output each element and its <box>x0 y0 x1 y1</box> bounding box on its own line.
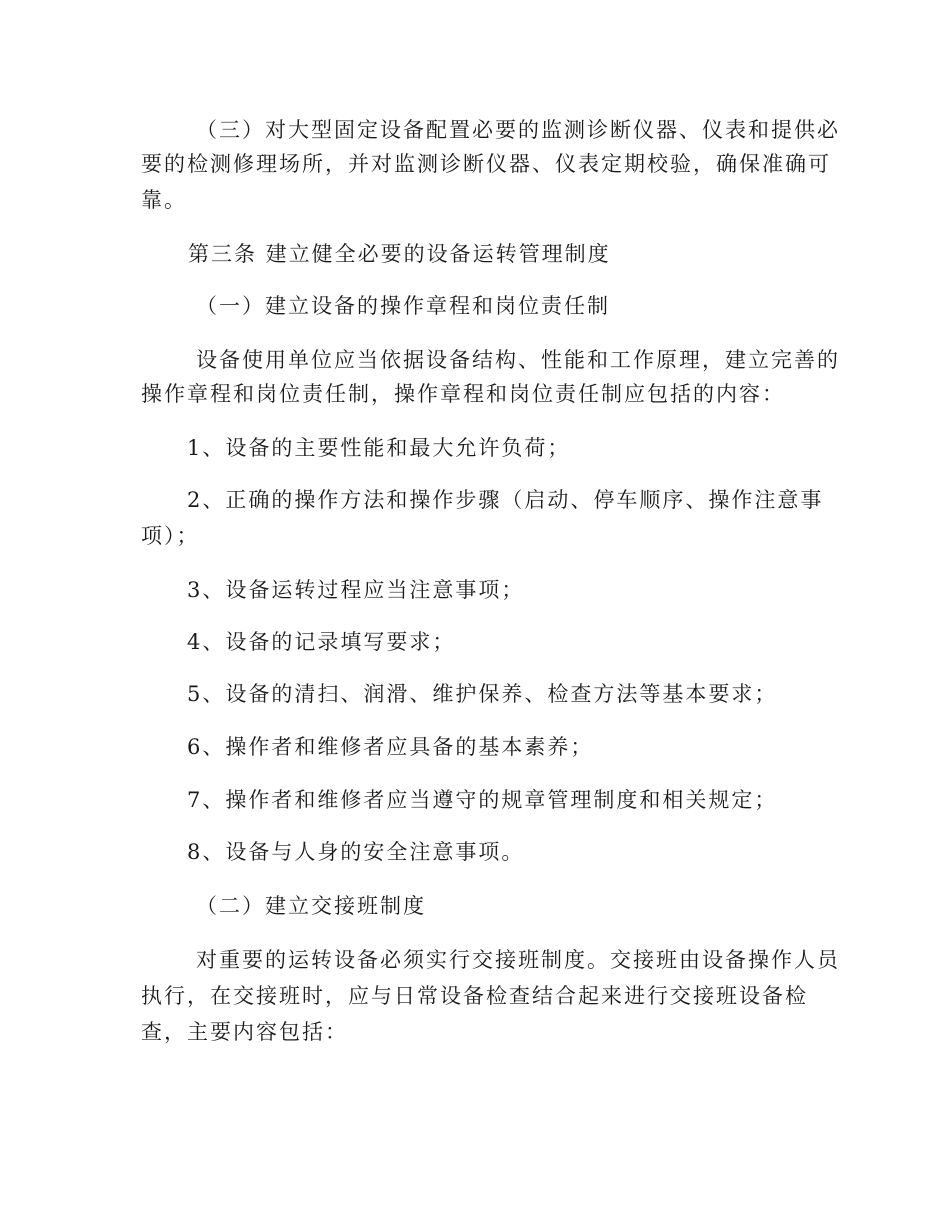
list-item: 1、设备的主要性能和最大允许负荷； <box>187 436 571 460</box>
section-heading: 第三条 建立健全必要的设备运转管理制度 <box>188 242 611 266</box>
paragraph-line: 查，主要内容包括： <box>141 1020 348 1044</box>
paragraph-line: （三）对大型固定设备配置必要的监测诊断仪器、仪表和提供必 <box>196 118 840 142</box>
list-item-continuation: 项）； <box>141 524 200 548</box>
list-item: 6、操作者和维修者应具备的基本素养； <box>187 735 594 759</box>
paragraph-line: 执行，在交接班时，应与日常设备检查结合起来进行交接班设备检 <box>141 984 808 1008</box>
list-item: 3、设备运转过程应当注意事项； <box>187 578 525 602</box>
list-item: 7、操作者和维修者应当遵守的规章管理制度和相关规定； <box>187 788 778 812</box>
paragraph-line: 设备使用单位应当依据设备结构、性能和工作原理，建立完善的 <box>196 348 840 372</box>
list-item: 5、设备的清扫、润滑、维护保养、检查方法等基本要求； <box>187 682 778 706</box>
subsection-heading: （一）建立设备的操作章程和岗位责任制 <box>196 294 610 318</box>
paragraph-line: 对重要的运转设备必须实行交接班制度。交接班由设备操作人员 <box>196 948 840 972</box>
paragraph-line: 要的检测修理场所，并对监测诊断仪器、仪表定期校验，确保准确可 <box>141 152 831 176</box>
subsection-heading: （二）建立交接班制度 <box>196 894 426 918</box>
paragraph-line: 操作章程和岗位责任制，操作章程和岗位责任制应包括的内容： <box>141 382 785 406</box>
list-item: 8、设备与人身的安全注意事项。 <box>187 840 525 864</box>
list-item: 4、设备的记录填写要求； <box>187 630 456 654</box>
list-item: 2、正确的操作方法和操作步骤（启动、停车顺序、操作注意事 <box>187 488 824 512</box>
paragraph-line: 靠。 <box>141 188 187 212</box>
